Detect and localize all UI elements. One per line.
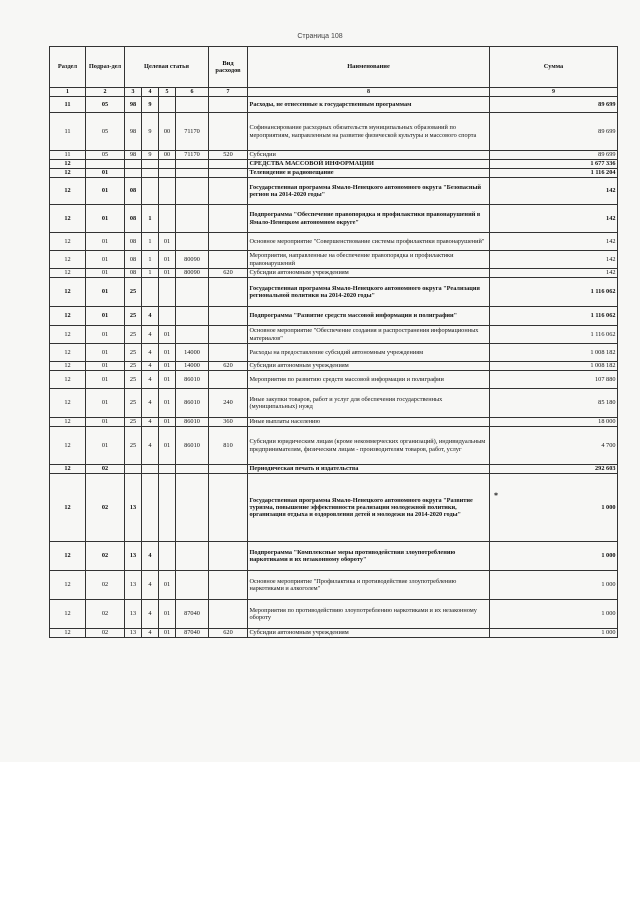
cell-article-1: 13	[125, 474, 142, 542]
table-row	[50, 113, 618, 151]
cell-sum: 1 116 062	[490, 326, 618, 344]
cell-sum: 1 677 336	[490, 160, 618, 169]
cell-sum: 89 699	[490, 97, 618, 113]
cell-razdel: 12	[50, 571, 86, 600]
cell-razdel: 12	[50, 427, 86, 465]
cell-sum: 4 700	[490, 427, 618, 465]
cell-sum: 292 603	[490, 465, 618, 474]
cell-article-3	[159, 169, 176, 178]
cell-podrazdel: 02	[86, 600, 125, 629]
cell-podrazdel: 01	[86, 278, 125, 307]
cell-article-1: 08	[125, 205, 142, 233]
cell-article-3: 01	[159, 344, 176, 362]
scan-mark: *	[494, 491, 498, 500]
table-row	[50, 600, 618, 629]
cell-article-1: 25	[125, 371, 142, 389]
cell-article-3	[159, 542, 176, 571]
cell-article-2: 1	[142, 251, 159, 269]
cell-article-2: 4	[142, 418, 159, 427]
cell-article-2: 4	[142, 371, 159, 389]
cell-article-2: 9	[142, 113, 159, 151]
cell-article-3	[159, 205, 176, 233]
cell-article-2	[142, 160, 159, 169]
cell-name: Государственная программа Ямало-Ненецкого автономного округа "Реализация региональной политики на 2014-2020 годы"	[248, 278, 490, 307]
cell-article-3: 01	[159, 251, 176, 269]
cell-expense-type	[209, 97, 248, 113]
cell-article-2	[142, 278, 159, 307]
cell-article-4: 80090	[176, 269, 209, 278]
header-razdel: Раздел	[50, 47, 86, 88]
table-row	[50, 178, 618, 205]
cell-razdel: 12	[50, 269, 86, 278]
cell-razdel: 12	[50, 326, 86, 344]
cell-sum: 142	[490, 269, 618, 278]
cell-name: Субсидии автономным учреждениям	[248, 362, 490, 371]
cell-expense-type	[209, 326, 248, 344]
cell-podrazdel: 01	[86, 307, 125, 326]
cell-article-4	[176, 278, 209, 307]
cell-article-4: 87040	[176, 629, 209, 638]
cell-article-3: 01	[159, 418, 176, 427]
table-row	[50, 97, 618, 113]
cell-article-1: 25	[125, 362, 142, 371]
cell-razdel: 12	[50, 205, 86, 233]
cell-article-1: 25	[125, 307, 142, 326]
table-row	[50, 233, 618, 251]
cell-article-4: 80090	[176, 251, 209, 269]
cell-article-1: 25	[125, 427, 142, 465]
cell-article-4	[176, 205, 209, 233]
cell-name: Субсидии	[248, 151, 490, 160]
table-row	[50, 474, 618, 542]
cell-article-1: 98	[125, 97, 142, 113]
cell-razdel: 12	[50, 160, 86, 169]
cell-podrazdel: 02	[86, 465, 125, 474]
table-row	[50, 151, 618, 160]
cell-article-2: 4	[142, 307, 159, 326]
cell-expense-type: 620	[209, 269, 248, 278]
cell-expense-type: 240	[209, 389, 248, 418]
cell-expense-type	[209, 178, 248, 205]
cell-article-1: 13	[125, 600, 142, 629]
cell-podrazdel: 05	[86, 151, 125, 160]
cell-article-2	[142, 169, 159, 178]
cell-article-4: 86010	[176, 427, 209, 465]
cell-sum: 85 180	[490, 389, 618, 418]
cell-article-4: 87040	[176, 600, 209, 629]
cell-podrazdel: 02	[86, 474, 125, 542]
cell-name: Расходы на предоставление субсидий автономным учреждениям	[248, 344, 490, 362]
cell-sum: 1 000	[490, 542, 618, 571]
cell-article-3: 01	[159, 427, 176, 465]
cell-podrazdel: 01	[86, 362, 125, 371]
cell-expense-type: 520	[209, 151, 248, 160]
table-row	[50, 307, 618, 326]
column-number: 9	[490, 88, 618, 97]
cell-name: Субсидии автономным учреждениям	[248, 269, 490, 278]
table-row	[50, 542, 618, 571]
cell-article-4: 71170	[176, 113, 209, 151]
cell-article-3: 01	[159, 269, 176, 278]
table-row	[50, 418, 618, 427]
cell-name: Основное мероприятие "Профилактика и противодействие злоупотреблению наркотиками и алкоголем"	[248, 571, 490, 600]
cell-article-4	[176, 465, 209, 474]
cell-article-4	[176, 97, 209, 113]
cell-article-4: 86010	[176, 371, 209, 389]
cell-expense-type	[209, 571, 248, 600]
cell-sum: 142	[490, 205, 618, 233]
cell-razdel: 11	[50, 113, 86, 151]
cell-article-3	[159, 307, 176, 326]
cell-sum: 107 880	[490, 371, 618, 389]
cell-article-4	[176, 178, 209, 205]
cell-sum: 142	[490, 233, 618, 251]
cell-name: Подпрограмма "Обеспечение правопорядка и профилактики правонарушений в Ямало-Ненецком автономном округе"	[248, 205, 490, 233]
table-row	[50, 629, 618, 638]
cell-podrazdel: 05	[86, 97, 125, 113]
cell-article-3: 01	[159, 362, 176, 371]
cell-razdel: 12	[50, 278, 86, 307]
cell-article-3: 01	[159, 600, 176, 629]
column-number: 1	[50, 88, 86, 97]
cell-article-3: 01	[159, 389, 176, 418]
table-row	[50, 427, 618, 465]
cell-article-4	[176, 542, 209, 571]
cell-sum	[490, 474, 618, 542]
cell-name: Софинансирование расходных обязательств муниципальных образований по мероприятиям, направленным на развитие физической культуры и массового спорта	[248, 113, 490, 151]
cell-expense-type	[209, 465, 248, 474]
cell-name: Иные выплаты населению	[248, 418, 490, 427]
table-row	[50, 278, 618, 307]
cell-razdel: 12	[50, 344, 86, 362]
header-expense-type: Вид расходов	[209, 47, 248, 88]
cell-article-2: 4	[142, 344, 159, 362]
cell-article-2	[142, 465, 159, 474]
table-row	[50, 326, 618, 344]
header-sum: Сумма	[490, 47, 618, 88]
table-row	[50, 362, 618, 371]
cell-article-4	[176, 571, 209, 600]
cell-podrazdel: 02	[86, 571, 125, 600]
cell-expense-type	[209, 474, 248, 542]
cell-razdel: 12	[50, 389, 86, 418]
cell-podrazdel: 01	[86, 169, 125, 178]
cell-sum: 1 116 204	[490, 169, 618, 178]
cell-article-4	[176, 160, 209, 169]
cell-article-2	[142, 178, 159, 205]
header-podrazdel: Подраз-дел	[86, 47, 125, 88]
cell-sum: 1 116 062	[490, 307, 618, 326]
cell-podrazdel: 01	[86, 326, 125, 344]
cell-razdel: 12	[50, 474, 86, 542]
cell-podrazdel: 01	[86, 233, 125, 251]
cell-name: Мероприятия по развитию средств массовой информации и полиграфии	[248, 371, 490, 389]
cell-sum: 1 116 062	[490, 278, 618, 307]
cell-article-2	[142, 474, 159, 542]
cell-article-4: 14000	[176, 362, 209, 371]
cell-article-1: 25	[125, 389, 142, 418]
cell-podrazdel: 01	[86, 269, 125, 278]
cell-article-3	[159, 160, 176, 169]
cell-sum: 142	[490, 178, 618, 205]
cell-article-4	[176, 474, 209, 542]
cell-name: Мероприятия, направленные на обеспечение правопорядка и профилактики правонарушений	[248, 251, 490, 269]
cell-expense-type	[209, 251, 248, 269]
table-row	[50, 269, 618, 278]
cell-expense-type	[209, 205, 248, 233]
column-number: 4	[142, 88, 159, 97]
cell-article-2: 1	[142, 233, 159, 251]
table-body	[50, 97, 618, 638]
cell-sum: 1 000	[490, 571, 618, 600]
cell-article-4	[176, 233, 209, 251]
cell-article-1	[125, 169, 142, 178]
table-row	[50, 251, 618, 269]
cell-podrazdel: 01	[86, 344, 125, 362]
cell-expense-type	[209, 600, 248, 629]
cell-sum: 18 000	[490, 418, 618, 427]
cell-sum: 1 000	[490, 629, 618, 638]
cell-article-1: 13	[125, 542, 142, 571]
cell-article-2: 4	[142, 571, 159, 600]
column-number: 8	[248, 88, 490, 97]
sum-value: 1 000	[601, 503, 616, 511]
cell-sum: 89 699	[490, 151, 618, 160]
cell-expense-type	[209, 169, 248, 178]
cell-razdel: 12	[50, 629, 86, 638]
cell-article-2: 4	[142, 326, 159, 344]
budget-table	[49, 46, 618, 638]
cell-article-4	[176, 307, 209, 326]
cell-podrazdel: 05	[86, 113, 125, 151]
column-number: 2	[86, 88, 125, 97]
cell-podrazdel: 02	[86, 629, 125, 638]
cell-podrazdel: 01	[86, 418, 125, 427]
cell-name: Подпрограмма "Развитие средств массовой информации и полиграфии"	[248, 307, 490, 326]
cell-article-3: 00	[159, 151, 176, 160]
cell-expense-type: 810	[209, 427, 248, 465]
table-row	[50, 169, 618, 178]
header-name: Наименование	[248, 47, 490, 88]
cell-razdel: 12	[50, 600, 86, 629]
cell-article-1: 08	[125, 178, 142, 205]
cell-article-1: 08	[125, 233, 142, 251]
cell-article-1: 98	[125, 113, 142, 151]
column-number: 3	[125, 88, 142, 97]
cell-razdel: 12	[50, 233, 86, 251]
table-row	[50, 571, 618, 600]
cell-name: Основное мероприятие "Обеспечение создания и распространения информационных материалов"	[248, 326, 490, 344]
table-row	[50, 389, 618, 418]
header-target-article: Целевая статья	[125, 47, 209, 88]
cell-sum: 1 008 182	[490, 344, 618, 362]
cell-article-2: 4	[142, 427, 159, 465]
cell-sum: 1 000	[490, 600, 618, 629]
cell-razdel: 12	[50, 178, 86, 205]
cell-article-4	[176, 326, 209, 344]
cell-expense-type	[209, 233, 248, 251]
table-row	[50, 465, 618, 474]
cell-article-1	[125, 465, 142, 474]
cell-name: СРЕДСТВА МАССОВОЙ ИНФОРМАЦИИ	[248, 160, 490, 169]
cell-name: Подпрограмма "Комплексные меры противодействия злоупотреблению наркотиками и их незаконному обороту"	[248, 542, 490, 571]
cell-article-1: 08	[125, 269, 142, 278]
cell-article-4: 86010	[176, 389, 209, 418]
cell-name: Иные закупки товаров, работ и услуг для обеспечения государственных (муниципальных) нужд	[248, 389, 490, 418]
cell-article-3	[159, 465, 176, 474]
cell-razdel: 12	[50, 465, 86, 474]
cell-article-2: 4	[142, 542, 159, 571]
cell-article-2: 4	[142, 389, 159, 418]
cell-article-4: 71170	[176, 151, 209, 160]
cell-razdel: 12	[50, 362, 86, 371]
cell-article-2: 9	[142, 151, 159, 160]
cell-article-3	[159, 278, 176, 307]
cell-article-2: 4	[142, 629, 159, 638]
cell-name: Основное мероприятие "Совершенствование системы профилактики правонарушений"	[248, 233, 490, 251]
cell-razdel: 12	[50, 418, 86, 427]
cell-article-3	[159, 97, 176, 113]
table-row	[50, 344, 618, 362]
cell-article-3: 01	[159, 629, 176, 638]
cell-podrazdel: 01	[86, 371, 125, 389]
table-row	[50, 160, 618, 169]
cell-name: Субсидии юридическим лицам (кроме некоммерческих организаций), индивидуальным предпринимателям, физическим лицам - производителям товаров, работ, услуг	[248, 427, 490, 465]
cell-article-3: 01	[159, 371, 176, 389]
cell-expense-type	[209, 542, 248, 571]
cell-article-1	[125, 160, 142, 169]
cell-article-4: 86010	[176, 418, 209, 427]
cell-podrazdel: 01	[86, 178, 125, 205]
cell-article-1: 25	[125, 278, 142, 307]
cell-article-3: 01	[159, 326, 176, 344]
cell-expense-type	[209, 371, 248, 389]
cell-article-1: 25	[125, 344, 142, 362]
cell-article-3: 01	[159, 233, 176, 251]
cell-podrazdel: 01	[86, 389, 125, 418]
cell-article-3	[159, 178, 176, 205]
cell-name: Государственная программа Ямало-Ненецкого автономного округа "Развитие туризма, повышение эффективности реализации молодежной политики, организация отдыха и оздоровления детей и молодежи на 2014-2020 годы"	[248, 474, 490, 542]
cell-article-1: 25	[125, 326, 142, 344]
cell-article-1: 13	[125, 629, 142, 638]
cell-name: Субсидии автономным учреждениям	[248, 629, 490, 638]
cell-razdel: 12	[50, 542, 86, 571]
cell-sum: 1 008 182	[490, 362, 618, 371]
cell-article-1: 08	[125, 251, 142, 269]
cell-expense-type	[209, 113, 248, 151]
cell-razdel: 12	[50, 307, 86, 326]
cell-article-2: 4	[142, 600, 159, 629]
cell-article-4: 14000	[176, 344, 209, 362]
table-row	[50, 371, 618, 389]
cell-podrazdel: 01	[86, 251, 125, 269]
cell-expense-type	[209, 307, 248, 326]
cell-razdel: 11	[50, 151, 86, 160]
cell-name: Расходы, не отнесенные к государственным программам	[248, 97, 490, 113]
cell-article-2: 1	[142, 205, 159, 233]
cell-sum: 89 699	[490, 113, 618, 151]
cell-podrazdel	[86, 160, 125, 169]
cell-expense-type: 620	[209, 362, 248, 371]
cell-article-1: 25	[125, 418, 142, 427]
cell-podrazdel: 02	[86, 542, 125, 571]
column-number: 7	[209, 88, 248, 97]
cell-sum: 142	[490, 251, 618, 269]
cell-name: Государственная программа Ямало-Ненецкого автономного округа "Безопасный регион на 2014-2020 годы"	[248, 178, 490, 205]
column-number: 5	[159, 88, 176, 97]
cell-article-3: 01	[159, 571, 176, 600]
page-header: Страница 108	[297, 33, 343, 40]
cell-name: Телевидение и радиовещание	[248, 169, 490, 178]
cell-expense-type	[209, 278, 248, 307]
cell-article-1: 98	[125, 151, 142, 160]
cell-article-2: 4	[142, 362, 159, 371]
cell-expense-type: 620	[209, 629, 248, 638]
cell-name: Мероприятия по противодействию злоупотреблению наркотиками и их незаконному обороту	[248, 600, 490, 629]
cell-article-2: 1	[142, 269, 159, 278]
cell-razdel: 12	[50, 169, 86, 178]
column-number-row	[50, 88, 618, 97]
cell-podrazdel: 01	[86, 427, 125, 465]
cell-name: Периодическая печать и издательства	[248, 465, 490, 474]
cell-razdel: 12	[50, 251, 86, 269]
cell-expense-type: 360	[209, 418, 248, 427]
cell-article-2: 9	[142, 97, 159, 113]
cell-article-1: 13	[125, 571, 142, 600]
table-row	[50, 205, 618, 233]
cell-razdel: 12	[50, 371, 86, 389]
cell-expense-type	[209, 160, 248, 169]
cell-podrazdel: 01	[86, 205, 125, 233]
cell-razdel: 11	[50, 97, 86, 113]
cell-article-3: 00	[159, 113, 176, 151]
cell-article-3	[159, 474, 176, 542]
cell-article-4	[176, 169, 209, 178]
cell-expense-type	[209, 344, 248, 362]
column-number: 6	[176, 88, 209, 97]
